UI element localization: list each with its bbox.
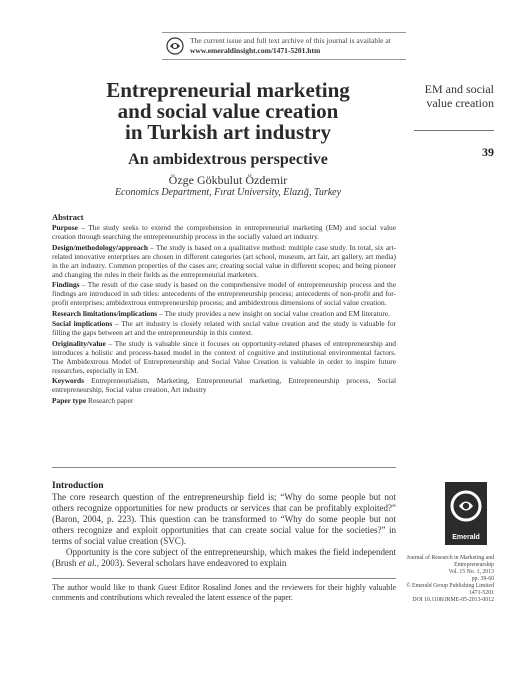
- abstract-heading: Abstract: [52, 212, 84, 222]
- section-text: Entrepreneurialism, Marketing, Entrepreneurial marketing, Entrepreneurship process, Social entrepreneurship, Social value creation, Art industry: [52, 376, 396, 394]
- divider: [52, 467, 396, 468]
- author-affiliation: Economics Department, Fırat University, Elazığ, Turkey: [114, 187, 342, 198]
- title-line: and social value creation: [117, 99, 339, 123]
- section-text: – The study seeks to extend the comprehension in entrepreneurial marketing (EM) and social value creation through searching the entrepreneurship process in the socially valued art industry.: [52, 223, 396, 241]
- abstract-originality: [52, 339, 396, 375]
- article-title: [52, 80, 404, 143]
- emerald-mark-icon: [445, 486, 487, 530]
- abstract-findings: [52, 280, 396, 307]
- archive-notice: The current issue and full text archive of this journal is available at: [190, 36, 391, 45]
- article-subtitle: An ambidextrous perspective: [128, 151, 328, 168]
- section-label: Social implications: [52, 319, 113, 328]
- introduction-heading: Introduction: [52, 481, 104, 491]
- journal-line: Entrepreneurship: [454, 562, 494, 568]
- section-label: Findings: [52, 280, 80, 289]
- archive-url[interactable]: www.emeraldinsight.com/1471-5201.htm: [190, 46, 321, 55]
- journal-line: © Emerald Group Publishing Limited: [406, 583, 494, 589]
- journal-line: pp. 39-60: [471, 576, 494, 582]
- divider: [414, 130, 494, 131]
- title-line: in Turkish art industry: [124, 120, 331, 144]
- citation-etal: et al.: [78, 558, 97, 568]
- section-text: – The study is based on a qualitative method: multiple case study. In total, six art-related innovative enterprises are chosen in different categories (art school, museum, art fair, art gallery, art media) in the art industry. Common properties of the cases are; creating social value in different scopes; and being pioneer and changing the rules in their fields as the entrepreneurial marketers.: [52, 242, 396, 279]
- section-label: Design/methodology/approach: [52, 242, 148, 252]
- running-head-line: value creation: [426, 96, 494, 110]
- section-label: Purpose: [52, 223, 78, 232]
- journal-info: [400, 555, 494, 604]
- introduction: [52, 481, 396, 569]
- emerald-logo-text: Emerald: [452, 534, 480, 541]
- introduction-paragraph: [52, 547, 396, 569]
- paragraph-text: , 2003). Several scholars have endeavored to explain: [96, 558, 287, 568]
- section-text: – The study is valuable since it focuses on opportunity-related phases of entrepreneurship and introduces a holistic and process-based model in the context of cognitive and institutional environmental factors. The Ambidextrous Model of Entrepreneurship and Social Value Creation is valuable in order to inspire future researches, especially in EM.: [52, 338, 396, 375]
- section-label: Research limitations/implications: [52, 308, 158, 318]
- section-label: Originality/value: [52, 338, 106, 348]
- section-text: – The art industry is closely related with social value creation and the study is valuable for filling the gaps between art and the entrepreneurship in this context.: [52, 319, 396, 337]
- abstract: [52, 213, 396, 406]
- journal-line: Vol. 15 No. 1, 2013: [448, 569, 494, 575]
- running-head-line: EM and social: [424, 82, 494, 96]
- journal-access-box: [162, 32, 406, 60]
- emerald-globe-icon: [166, 37, 184, 55]
- journal-line: DOI 10.1108/JRME-05-2013-0012: [412, 597, 494, 603]
- paragraph-text: Opportunity is the core subject of the entrepreneurship, which makes the field independent (Brush: [52, 547, 396, 568]
- abstract-purpose: [52, 223, 396, 241]
- abstract-design: [52, 243, 396, 279]
- title-line: Entrepreneurial marketing: [106, 78, 350, 102]
- page-number: 39: [482, 145, 494, 159]
- footnote-divider: [52, 578, 396, 579]
- section-label: Paper type: [52, 395, 87, 405]
- section-text: Research paper: [88, 395, 134, 405]
- acknowledgement: The author would like to thank Guest Editor Rosalind Jones and the reviewers for their highly valuable comments and contributions which revealed the latent essence of the paper.: [52, 583, 396, 602]
- running-head: [414, 82, 494, 110]
- abstract-keywords: [52, 376, 396, 394]
- emerald-logo: [445, 482, 487, 545]
- abstract-social-implications: [52, 319, 396, 337]
- author-name: Özge Gökbulut Özdemir: [168, 173, 288, 187]
- journal-line: Journal of Research in Marketing and: [406, 555, 494, 561]
- journal-line: 1471-5201: [468, 590, 494, 596]
- introduction-paragraph: The core research question of the entrepreneurship field is; “Why do some people but not others recognize opportunities for new products or services that can be profitably exploited?” (Baron, 2004, p. 223). This question can be transformed to “Why do some people but not others recognize and exploit opportunities that can create social value for the societies?” in terms of social value creation (SVC).: [52, 492, 396, 546]
- section-text: – The result of the case study is based on the comprehensive model of entrepreneurship process and the findings are introduced in sub titles: antecedents of the entrepreneurship process; antecedents of non-profit and for-profit enterprises; ambidextrous entrepreneurship process; and ambidextrous dimensions of social value creation.: [52, 280, 396, 307]
- abstract-limitations: [52, 309, 396, 318]
- section-label: Keywords: [52, 376, 85, 385]
- abstract-paper-type: [52, 396, 396, 405]
- section-text: – The study provides a new insight on social value creation and EM literature.: [159, 308, 391, 318]
